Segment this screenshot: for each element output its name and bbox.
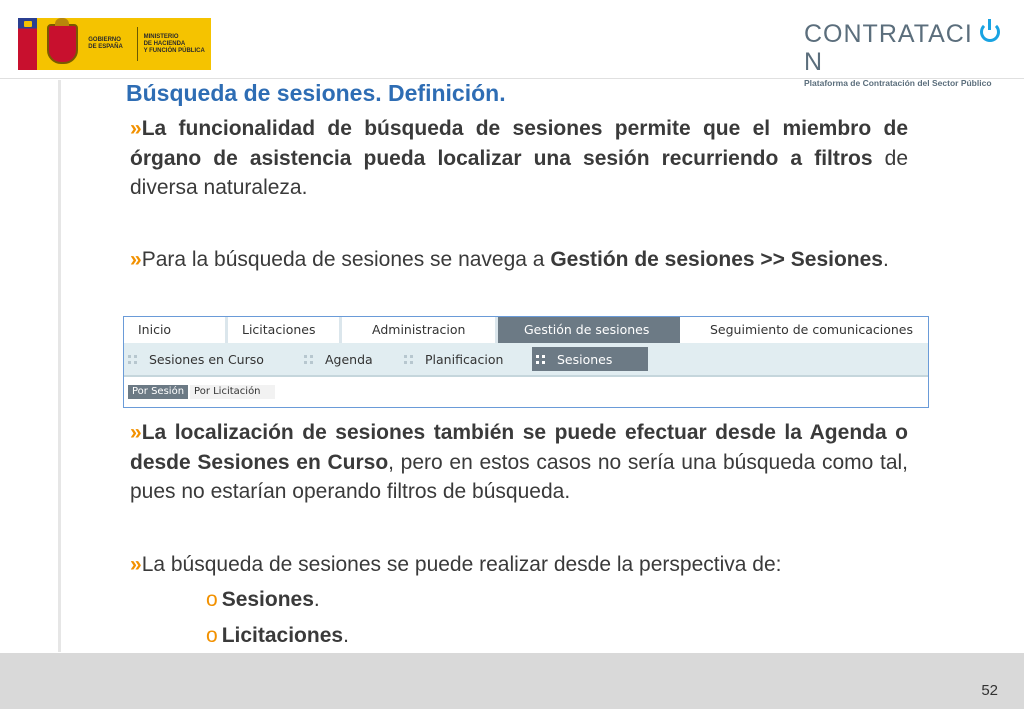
gov-logo-text: GOBIERNO DE ESPAÑA (88, 37, 123, 50)
power-icon (980, 22, 1000, 42)
grid-icon (128, 355, 137, 364)
list-item: o Sesiones. (206, 588, 320, 611)
menu-item-inicio[interactable]: Inicio (124, 317, 228, 343)
brand-subtitle: Plataforma de Contratación del Sector Público (804, 78, 992, 88)
bullet-arrow-icon: » (130, 421, 142, 444)
submenu-item-sesiones[interactable]: Sesiones (532, 347, 648, 371)
brand-title: CONTRATACIN (804, 20, 973, 76)
menu-item-licitaciones[interactable]: Licitaciones (228, 317, 342, 343)
left-rail (58, 80, 61, 652)
menu-item-administracion[interactable]: Administracion (342, 317, 498, 343)
perspective-tabs (124, 377, 928, 399)
eu-flag-icon (18, 18, 37, 70)
page-title: Búsqueda de sesiones. Definición. (126, 80, 506, 106)
submenu-item-sesiones-en-curso[interactable]: Sesiones en Curso (124, 347, 300, 371)
menu-item-seguimiento[interactable]: Seguimiento de comunicaciones (710, 322, 914, 337)
circle-bullet-icon: o (206, 588, 218, 611)
government-logo (18, 18, 211, 70)
list-item: o Licitaciones. (206, 624, 349, 647)
coat-of-arms-icon (47, 24, 78, 64)
footer-bar (0, 653, 1024, 709)
paragraph-1: »La funcionalidad de búsqueda de sesiones permite que el miembro de órgano de asistencia pueda localizar una sesión recurriendo a filtros de diversa naturaleza. (130, 117, 908, 199)
circle-bullet-icon: o (206, 624, 218, 647)
bullet-arrow-icon: » (130, 553, 142, 576)
perspective-list (206, 582, 349, 654)
tab-por-sesion[interactable]: Por Sesión (128, 385, 188, 399)
paragraph-2: »Para la búsqueda de sesiones se navega a Gestión de sesiones >> Sesiones. (130, 248, 889, 271)
main-menu (124, 317, 928, 343)
gov-logo-separator (137, 27, 138, 61)
bullet-arrow-icon: » (130, 248, 142, 271)
grid-icon (536, 355, 545, 364)
contratacion-logo (804, 20, 1012, 88)
grid-icon (304, 355, 313, 364)
navigation-screenshot (123, 316, 929, 408)
grid-icon (404, 355, 413, 364)
tab-por-licitacion[interactable]: Por Licitación (190, 385, 275, 399)
sub-menu (124, 343, 928, 377)
page-number: 52 (981, 682, 998, 699)
menu-item-gestion-sesiones[interactable]: Gestión de sesiones (498, 317, 680, 343)
paragraph-4: »La búsqueda de sesiones se puede realizar desde la perspectiva de: (130, 553, 782, 576)
ministry-logo-text: MINISTERIO DE HACIENDA Y FUNCIÓN PÚBLICA (143, 33, 205, 54)
submenu-item-agenda[interactable]: Agenda (300, 347, 400, 371)
submenu-item-planificacion[interactable]: Planificacion (400, 347, 532, 371)
paragraph-3: »La localización de sesiones también se puede efectuar desde la Agenda o desde Sesiones en Curso, pero en estos casos no sería una búsqueda como tal, pues no estarían operando filtros de búsqueda. (130, 421, 908, 503)
bullet-arrow-icon: » (130, 117, 142, 140)
